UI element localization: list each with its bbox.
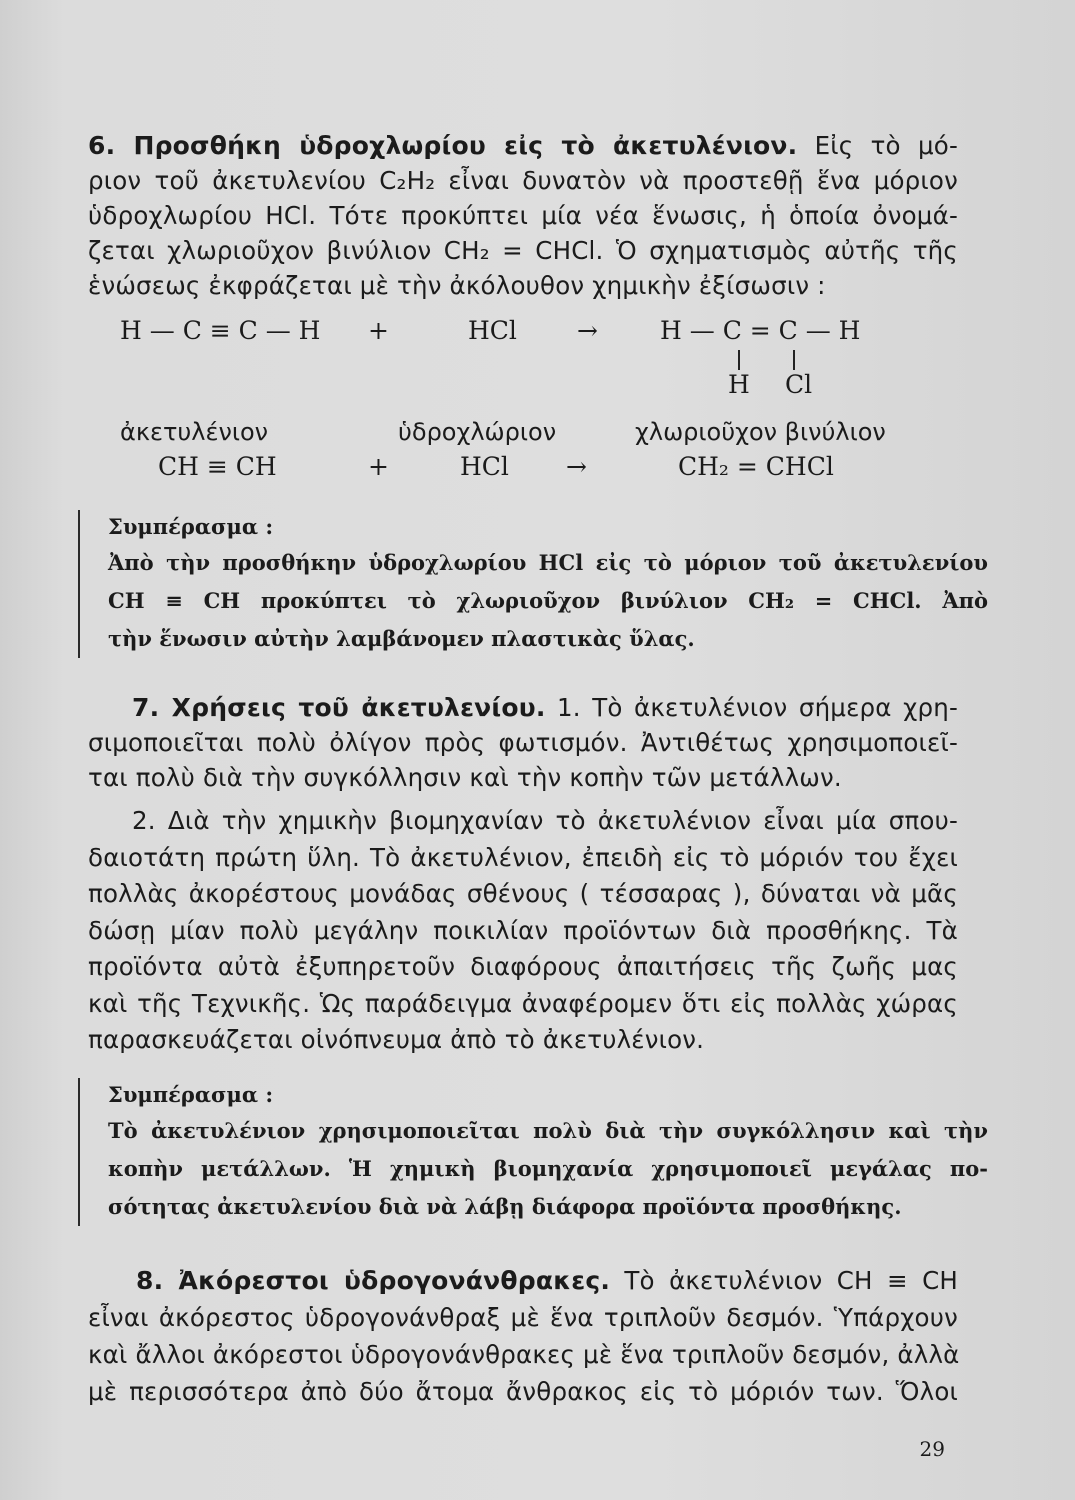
section-6-paragraph <box>88 128 958 303</box>
page-number: 29 <box>919 1437 945 1461</box>
eq1-plus: + <box>368 316 389 345</box>
text-line: δώσῃ μίαν πολὺ μεγάλην ποικιλίαν προϊόντων διὰ προσθήκης. Τὰ <box>88 915 958 945</box>
text-line: δαιοτάτη πρώτη ὕλη. Τὸ ἀκετυλένιον, ἐπειδὴ εἰς τὸ μόριόν του ἔχει <box>88 842 958 872</box>
text-line: προϊόντα αὐτὰ ἐξυπηρετοῦν διαφόρους ἀπαιτήσεις τῆς ζωῆς μας <box>88 952 958 981</box>
conclusion-box-1 <box>78 510 988 658</box>
eq2-reactant: CH ≡ CH <box>158 452 277 481</box>
text-line: ριον τοῦ ἀκετυλενίου C₂H₂ εἶναι δυνατὸν νὰ προστεθῇ ἕνα μόριον <box>88 166 958 195</box>
section-8-first-line: 8. Ἀκόρεστοι ὑδρογονάνθρακες. Τὸ ἀκετυλένιον CH ≡ CH <box>136 1266 959 1295</box>
section-7-heading: 7. Χρήσεις τοῦ ἀκετυλενίου. <box>132 693 546 722</box>
text-line: μὲ περισσότερα ἀπὸ δύο ἄτομα ἄνθρακος εἰς τὸ μόριόν των. Ὅλοι <box>88 1377 958 1406</box>
text-line: ζεται χλωριοῦχον βινύλιον CH₂ = CHCl. Ὁ σχηματισμὸς αὐτῆς τῆς <box>88 236 958 265</box>
text-line: Τὸ ἀκετυλένιον χρησιμοποιεῖται πολὺ διὰ τὴν συγκόλλησιν καὶ τὴν <box>108 1118 988 1143</box>
eq1-sub-h: H <box>728 370 750 399</box>
eq2-label-reactant: ἀκετυλένιον <box>120 418 269 446</box>
text-line: σιμοποιεῖται πολὺ ὀλίγον πρὸς φωτισμόν. Ἀντιθέτως χρησιμοποιεῖ- <box>88 728 958 757</box>
text-line: ἑνώσεως ἐκφράζεται μὲ τὴν ἀκόλουθον χημικὴν ἐξίσωσιν : <box>88 271 826 300</box>
eq1-product: H — C = C — H <box>660 316 861 345</box>
section-6-first-line: 6. Προσθήκη ὑδροχλωρίου εἰς τὸ ἀκετυλένιον. Εἰς τὸ μό- <box>88 131 958 160</box>
eq2-reagent: HCl <box>460 452 509 481</box>
section-7-paragraph <box>88 690 958 795</box>
text-line: 2. Διὰ τὴν χημικὴν βιομηχανίαν τὸ ἀκετυλένιον εἶναι μία σπου- <box>132 806 958 835</box>
eq1-reactant: H — C ≡ C — H <box>120 316 321 345</box>
text-line: Ἀπὸ τὴν προσθήκην ὑδροχλωρίου HCl εἰς τὸ μόριον τοῦ ἀκετυλενίου <box>108 550 988 575</box>
eq1-reagent: HCl <box>468 316 517 345</box>
text-line: πολλὰς ἀκορέστους μονάδας σθένους ( τέσσαρας ), δύναται νὰ μᾶς <box>88 879 958 908</box>
bond-line <box>738 350 740 370</box>
text-line: καὶ ἄλλοι ἀκόρεστοι ὑδρογονάνθρακες μὲ ἕνα τριπλοῦν δεσμόν, ἀλλὰ <box>88 1340 960 1369</box>
text-line: κοπὴν μετάλλων. Ἡ χημικὴ βιομηχανία χρησιμοποιεῖ μεγάλας πο- <box>108 1156 988 1181</box>
section-7-first-line: 7. Χρήσεις τοῦ ἀκετυλενίου. 1. Τὸ ἀκετυλένιον σήμερα χρη- <box>132 693 958 722</box>
section-7-paragraph-2 <box>88 803 958 1059</box>
conclusion-title: Συμπέρασμα : <box>108 514 274 539</box>
eq2-arrow: → <box>566 452 587 481</box>
text-line: παρασκευάζεται οἰνόπνευμα ἀπὸ τὸ ἀκετυλένιον. <box>88 1025 705 1054</box>
text-line: CH ≡ CH προκύπτει τὸ χλωριοῦχον βινύλιον CH₂ = CHCl. Ἀπὸ <box>108 588 988 613</box>
text-line: καὶ τῆς Τεχνικῆς. Ὡς παράδειγμα ἀναφέρομεν ὅτι εἰς πολλὰς χώρας <box>88 988 958 1018</box>
text-line: ται πολὺ διὰ τὴν συγκόλλησιν καὶ τὴν κοπὴν τῶν μετάλλων. <box>88 763 842 792</box>
conclusion-box-2 <box>78 1078 988 1226</box>
section-8-heading: 8. Ἀκόρεστοι ὑδρογονάνθρακες. <box>136 1266 611 1295</box>
text-line: εἶναι ἀκόρεστος ὑδρογονάνθραξ μὲ ἕνα τριπλοῦν δεσμόν. Ὑπάρχουν <box>88 1303 958 1332</box>
section-6-heading: 6. Προσθήκη ὑδροχλωρίου εἰς τὸ ἀκετυλένιον. <box>88 131 798 160</box>
conclusion-title: Συμπέρασμα : <box>108 1082 274 1107</box>
text-line: σότητας ἀκετυλενίου διὰ νὰ λάβῃ διάφορα προϊόντα προσθήκης. <box>108 1194 902 1219</box>
bond-line <box>793 350 795 370</box>
eq2-plus: + <box>368 452 389 481</box>
eq2-product: CH₂ = CHCl <box>678 452 834 481</box>
eq2-label-reagent: ὑδροχλώριον <box>398 418 557 446</box>
section-8-paragraph <box>88 1262 958 1410</box>
eq2-label-product: χλωριοῦχον βινύλιον <box>635 418 886 446</box>
conclusion-text <box>108 1112 988 1226</box>
text-line: ὑδροχλωρίου HCl. Τότε προκύπτει μία νέα ἕνωσις, ἡ ὁποία ὀνομά- <box>88 201 958 230</box>
text-line: τὴν ἕνωσιν αὐτὴν λαμβάνομεν πλαστικὰς ὕλας. <box>108 626 695 651</box>
eq1-sub-cl: Cl <box>785 370 813 399</box>
eq1-arrow: → <box>577 316 598 345</box>
conclusion-text <box>108 544 988 658</box>
